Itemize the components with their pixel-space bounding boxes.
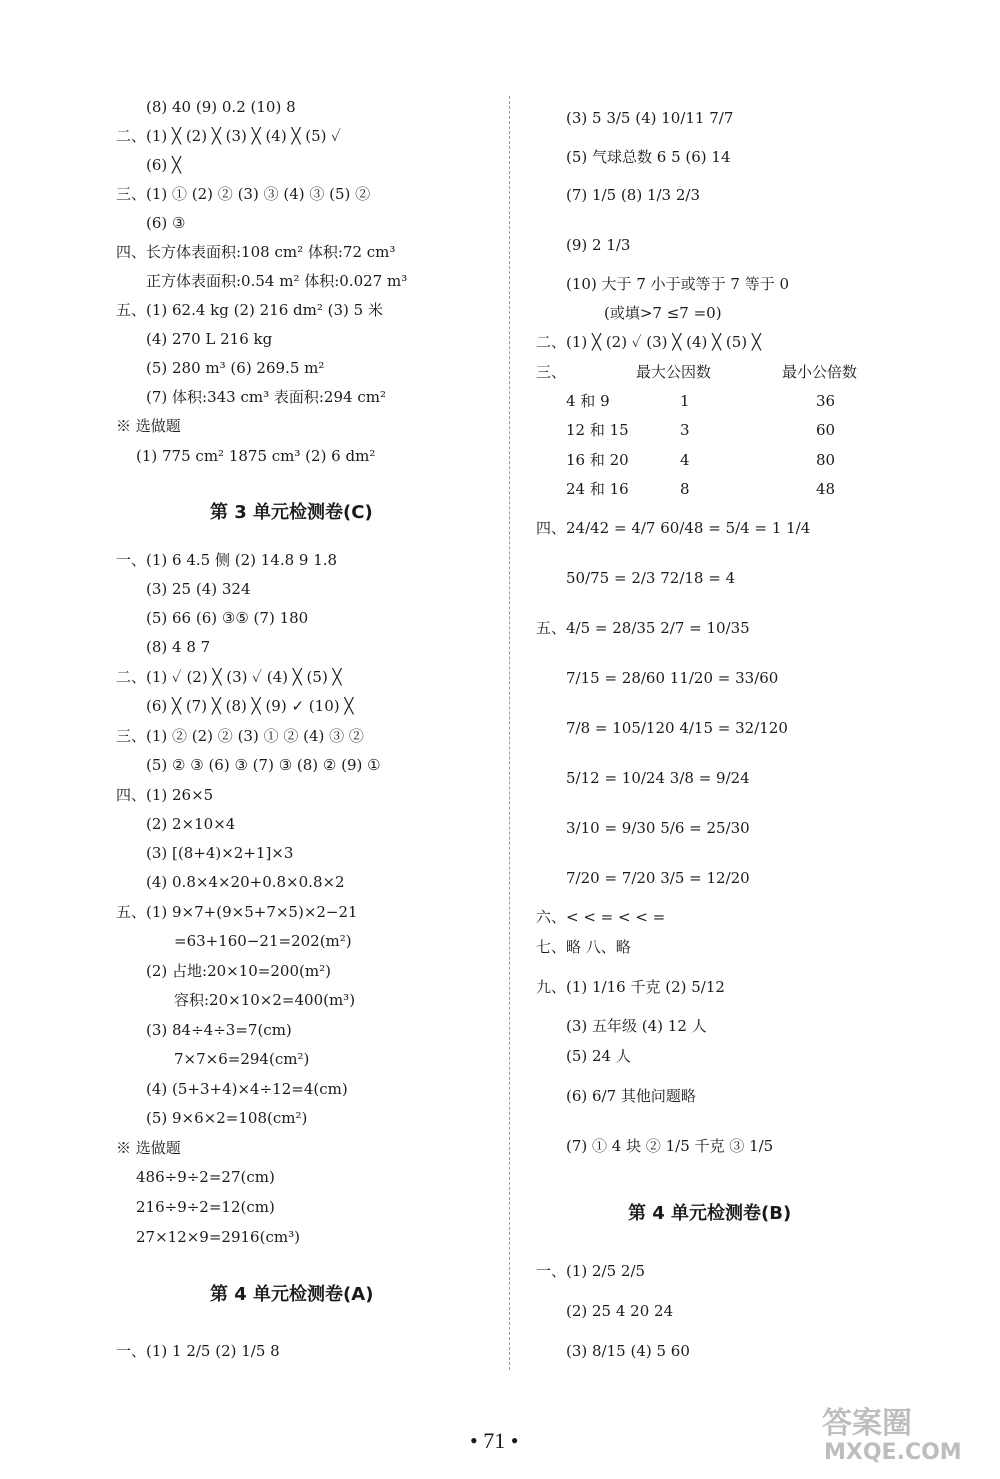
- section-heading: 第 3 单元检测卷(C): [210, 502, 373, 523]
- answer-line: (5) 气球总数 6 5 (6) 14: [566, 148, 731, 166]
- answer-line: (5) 24 人: [566, 1047, 631, 1065]
- answer-line: 一、(1) 2/5 2/5: [536, 1262, 646, 1280]
- answer-line: (4) (5+3+4)×4÷12=4(cm): [146, 1080, 348, 1098]
- answer-line: 五、(1) 9×7+(9×5+7×5)×2−21: [116, 903, 358, 921]
- answer-line: (2) 2×10×4: [146, 815, 236, 833]
- answer-line: 27×12×9=2916(cm³): [136, 1228, 300, 1246]
- answer-line: 80: [816, 451, 836, 469]
- answer-line: =63+160−21=202(m²): [174, 932, 352, 950]
- answer-line: 8: [680, 480, 690, 498]
- answer-line: 7/20 = 7/20 3/5 = 12/20: [566, 869, 750, 887]
- answer-line: 216÷9÷2=12(cm): [136, 1198, 275, 1216]
- answer-line: 7/15 = 28/60 11/20 = 33/60: [566, 669, 779, 687]
- answer-line: 七、略 八、略: [536, 938, 631, 956]
- divider: [509, 96, 510, 1370]
- answer-line: (3) 25 (4) 324: [146, 580, 251, 598]
- answer-line: 4: [680, 451, 690, 469]
- answer-line: 4 和 9: [566, 392, 610, 410]
- answer-line: (3) 5 3/5 (4) 10/11 7/7: [566, 109, 734, 127]
- answer-line: 最小公倍数: [782, 363, 858, 381]
- answer-line: (5) 280 m³ (6) 269.5 m²: [146, 359, 325, 377]
- answer-line: 四、24/42 = 4/7 60/48 = 5/4 = 1 1/4: [536, 519, 811, 537]
- answer-line: ※ 选做题: [116, 1139, 181, 1157]
- answer-line: 容积:20×10×2=400(m³): [174, 991, 356, 1009]
- answer-line: 3/10 = 9/30 5/6 = 25/30: [566, 819, 750, 837]
- answer-line: ※ 选做题: [116, 417, 181, 435]
- answer-line: (7) 1/5 (8) 1/3 2/3: [566, 186, 700, 204]
- answer-line: 24 和 16: [566, 480, 629, 498]
- answer-line: 二、(1) ✓ (2) ╳ (3) ✓ (4) ╳ (5) ╳: [116, 668, 342, 686]
- answer-line: 三、: [536, 363, 567, 381]
- answer-line: (4) 0.8×4×20+0.8×0.8×2: [146, 873, 345, 891]
- answer-line: 最大公因数: [636, 363, 712, 381]
- answer-line: (7) ① 4 块 ② 1/5 千克 ③ 1/5: [566, 1137, 774, 1155]
- answer-line: (6) ╳: [146, 156, 182, 174]
- answer-line: 四、(1) 26×5: [116, 786, 214, 804]
- answer-line: 486÷9÷2=27(cm): [136, 1168, 275, 1186]
- answer-line: (3) [(8+4)×2+1]×3: [146, 844, 294, 862]
- answer-line: 六、< < = < < =: [536, 908, 666, 926]
- answer-line: 二、(1) ╳ (2) ✓ (3) ╳ (4) ╳ (5) ╳: [536, 333, 761, 351]
- answer-line: 16 和 20: [566, 451, 629, 469]
- answer-line: (3) 84÷4÷3=7(cm): [146, 1021, 292, 1039]
- answer-line: (6) 6/7 其他问题略: [566, 1087, 696, 1105]
- answer-line: 5/12 = 10/24 3/8 = 9/24: [566, 769, 750, 787]
- answer-line: (9) 2 1/3: [566, 236, 631, 254]
- answer-line: (3) 8/15 (4) 5 60: [566, 1342, 690, 1360]
- answer-line: 12 和 15: [566, 421, 629, 439]
- section-heading: 第 4 单元检测卷(B): [628, 1203, 792, 1224]
- answer-line: (5) ② ③ (6) ③ (7) ③ (8) ② (9) ①: [146, 756, 381, 774]
- answer-line: 3: [680, 421, 690, 439]
- answer-line: (8) 40 (9) 0.2 (10) 8: [146, 98, 296, 116]
- answer-line: 三、(1) ② (2) ② (3) ① ② (4) ③ ②: [116, 727, 364, 745]
- watermark-url: MXQE.COM: [824, 1440, 962, 1465]
- answer-line: (5) 66 (6) ③⑤ (7) 180: [146, 609, 309, 627]
- answer-line: (5) 9×6×2=108(cm²): [146, 1109, 308, 1127]
- answer-line: (3) 五年级 (4) 12 人: [566, 1017, 707, 1035]
- answer-line: (6) ③: [146, 214, 186, 232]
- answer-line: 正方体表面积:0.54 m² 体积:0.027 m³: [146, 272, 408, 290]
- answer-line: 60: [816, 421, 836, 439]
- answer-line: 48: [816, 480, 836, 498]
- answer-line: (2) 占地:20×10=200(m²): [146, 962, 331, 980]
- answer-line: (或填>7 ≤7 =0): [604, 304, 722, 322]
- answer-line: 7/8 = 105/120 4/15 = 32/120: [566, 719, 788, 737]
- answer-line: 一、(1) 1 2/5 (2) 1/5 8: [116, 1342, 280, 1360]
- answer-line: 三、(1) ① (2) ② (3) ③ (4) ③ (5) ②: [116, 185, 371, 203]
- answer-line: (4) 270 L 216 kg: [146, 330, 273, 348]
- answer-line: (10) 大于 7 小于或等于 7 等于 0: [566, 275, 790, 293]
- answer-line: (8) 4 8 7: [146, 638, 211, 656]
- answer-line: 一、(1) 6 4.5 侧 (2) 14.8 9 1.8: [116, 551, 338, 569]
- answer-line: 1: [680, 392, 690, 410]
- answer-line: (7) 体积:343 cm³ 表面积:294 cm²: [146, 388, 386, 406]
- answer-line: 50/75 = 2/3 72/18 = 4: [566, 569, 736, 587]
- answer-line: (2) 25 4 20 24: [566, 1302, 674, 1320]
- answer-line: 九、(1) 1/16 千克 (2) 5/12: [536, 978, 725, 996]
- answer-line: 五、4/5 = 28/35 2/7 = 10/35: [536, 619, 750, 637]
- answer-line: (6) ╳ (7) ╳ (8) ╳ (9) ✓ (10) ╳: [146, 697, 354, 715]
- answer-line: 四、长方体表面积:108 cm² 体积:72 cm³: [116, 243, 396, 261]
- answer-line: 7×7×6=294(cm²): [174, 1050, 310, 1068]
- section-heading: 第 4 单元检测卷(A): [210, 1284, 374, 1305]
- answer-line: 36: [816, 392, 836, 410]
- answer-line: 五、(1) 62.4 kg (2) 216 dm² (3) 5 米: [116, 301, 383, 319]
- answer-line: (1) 775 cm² 1875 cm³ (2) 6 dm²: [136, 447, 376, 465]
- answer-line: 二、(1) ╳ (2) ╳ (3) ╳ (4) ╳ (5) ✓: [116, 127, 341, 145]
- page-number: • 71 •: [470, 1428, 519, 1453]
- watermark-logo: 答案圈: [822, 1406, 912, 1441]
